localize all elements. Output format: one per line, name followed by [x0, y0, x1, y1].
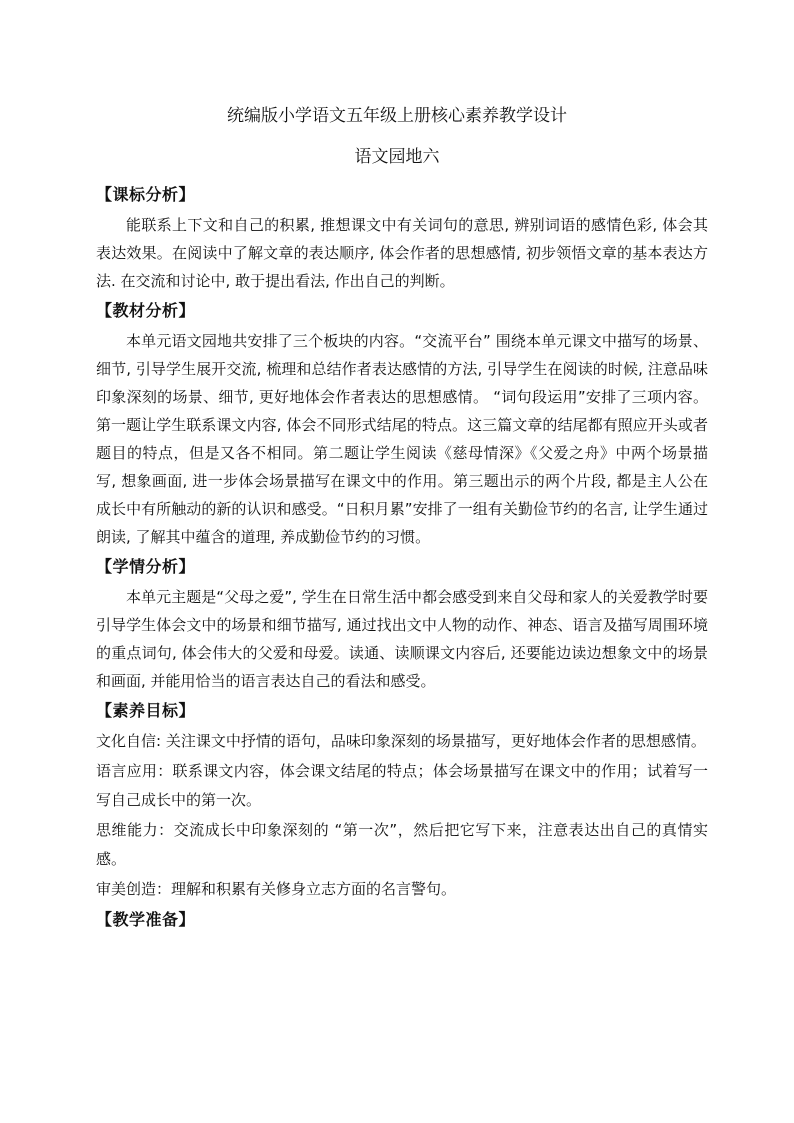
- document-subtitle: 语文园地六: [354, 147, 440, 167]
- curriculum-section: [96, 183, 708, 295]
- document-body: [96, 183, 708, 936]
- document-title: 统编版小学语文五年级上册核心素养教学设计: [227, 106, 567, 126]
- goal-thinking: 思维能力：交流成长中印象深刻的 “第一次”，然后把它写下来，注意表达出自己的真情实感。: [96, 821, 708, 868]
- preparation-heading: 【教学准备】: [96, 910, 196, 929]
- goals-section: [96, 699, 708, 904]
- curriculum-paragraph: 能联系上下文和自己的积累, 推想课文中有关词句的意思, 辨别词语的感情色彩, 体会其表达效果。在阅读中了解文章的表达顺序, 体会作者的思想感情, 初步领悟文章的基本表达方法. 在交流和讨论中, 敢于提出看法, 作出自己的判断。: [96, 216, 708, 290]
- textbook-paragraph: 本单元语文园地共安排了三个板块的内容。“交流平台” 围绕本单元课文中描写的场景、细节, 引导学生展开交流, 梳理和总结作者表达感情的方法, 引导学生在阅读的时候, 注意品味印象深刻的场景、细节, 更好地体会作者表达的思想感情。 “词句段运用”安排了三项内容。第一题让学生联系课文内容, 体会不同形式结尾的特点。这三篇文章的结尾都有照应开头或者题目的特点，但是又各不相同。第二题让学生阅读《慈母情深》《父爱之舟》中两个场景描写, 想象画面, 进一步体会场景描写在课文中的作用。第三题出示的两个片段, 都是主人公在成长中有所触动的新的认识和感受。“日积月累”安排了一组有关勤俭节约的名言, 让学生通过朗读, 了解其中蕴含的道理, 养成勤俭节约的习惯。: [96, 332, 708, 546]
- textbook-heading: 【教材分析】: [96, 301, 196, 320]
- curriculum-heading: 【课标分析】: [96, 185, 196, 204]
- goal-language: 语言应用：联系课文内容，体会课文结尾的特点；体会场景描写在课文中的作用；试着写一写自己成长中的第一次。: [96, 762, 708, 809]
- goal-culture: 文化自信: 关注课文中抒情的语句，品味印象深刻的场景描写，更好地体会作者的思想感情。: [96, 732, 706, 750]
- goals-heading: 【素养目标】: [96, 701, 196, 720]
- preparation-section: [96, 908, 708, 932]
- textbook-section: [96, 299, 708, 551]
- learners-paragraph: 本单元主题是“父母之爱”, 学生在日常生活中都会感受到来自父母和家人的关爱教学时要引导学生体会文中的场景和细节描写, 通过找出文中人物的动作、神态、语言及描写周围环境的重点词句, 体会伟大的父爱和母爱。读通、读顺课文内容后, 还要能边读边想象文中的场景和画面, 并能用恰当的语言表达自己的看法和感受。: [96, 588, 708, 690]
- goal-aesthetics: 审美创造：理解和积累有关修身立志方面的名言警句。: [96, 880, 457, 898]
- learners-section: [96, 555, 708, 695]
- learners-heading: 【学情分析】: [96, 557, 196, 576]
